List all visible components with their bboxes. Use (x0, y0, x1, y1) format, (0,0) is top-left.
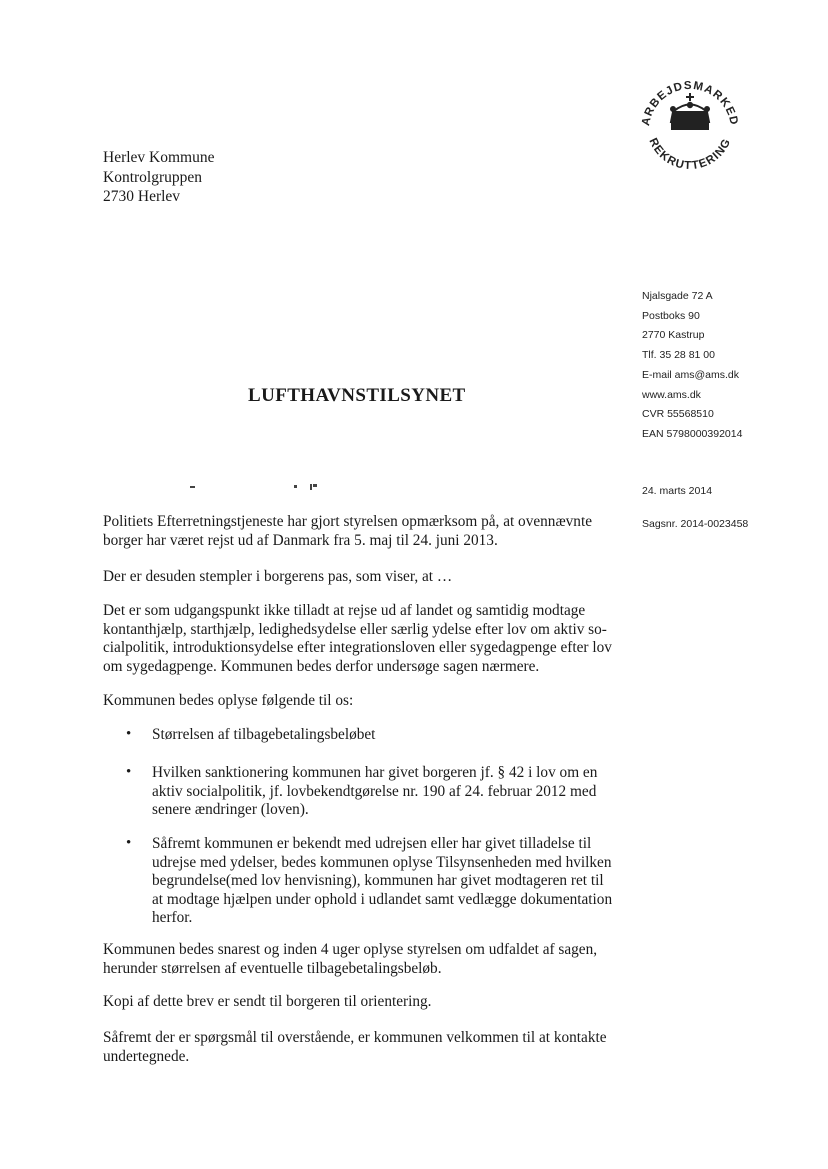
text-line: senere ændringer (loven). (152, 801, 309, 819)
recipient-line: Herlev Kommune (103, 149, 215, 166)
text-line: at modtage hjælpen under ophold i udlandet samt vedlægge dokumentation (152, 890, 613, 908)
redacted-line (140, 478, 400, 492)
arbejdsmarked-rekruttering-logo (635, 68, 745, 178)
sender-cvr: CVR 55568510 (642, 408, 714, 421)
text-line: begrundelse(med lov henvisning), kommunen har givet modtageren ret til (152, 872, 604, 890)
sender-contact-block (642, 287, 742, 445)
recipient-line: Kontrolgruppen (103, 168, 203, 186)
paragraph-pet-notice (103, 513, 623, 550)
text-line: Politiets Efterretningstjeneste har gjort styrelsen opmærksom på, at ovennævnte (103, 513, 592, 530)
bullet-icon: • (126, 764, 132, 780)
sender-website: www.ams.dk (642, 388, 701, 401)
letter-date: 24. marts 2014 (642, 485, 713, 497)
bullet-item-repayment: Størrelsen af tilbagebetalingsbeløbet (152, 726, 376, 743)
crown-icon (671, 93, 709, 129)
paragraph-copy-note: Kopi af dette brev er sendt til borgeren til orientering. (103, 993, 432, 1010)
letter-heading: LUFTHAVNSTILSYNET (248, 385, 466, 406)
text-line: herunder størrelsen af eventuelle tilbagebetalingsbeløb. (103, 959, 442, 977)
sender-phone: Tlf. 35 28 81 00 (642, 349, 715, 362)
bullet-icon: • (126, 835, 132, 851)
text-line: Såfremt der er spørgsmål til overstående, er kommunen velkommen til at kontakte (103, 1029, 607, 1046)
bullet-item-sanction (152, 764, 622, 820)
paragraph-request-intro: Kommunen bedes oplyse følgende til os: (103, 692, 354, 709)
paragraph-deadline (103, 941, 623, 978)
sender-pobox: Postboks 90 (642, 309, 700, 322)
text-line: Kommunen bedes snarest og inden 4 uger oplyse styrelsen om udfaldet af sagen, (103, 941, 598, 958)
text-line: undertegnede. (103, 1047, 190, 1065)
logo-seal (635, 68, 745, 178)
sender-city: 2770 Kastrup (642, 329, 705, 342)
logo-arc-top-text: ARBEJDSMARKED (640, 79, 740, 127)
paragraph-contact (103, 1029, 623, 1066)
sender-ean: EAN 5798000392014 (642, 427, 743, 440)
text-line: kontanthjælp, starthjælp, ledighedsydelse eller særlig ydelse efter lov om aktiv so- (103, 620, 607, 638)
text-line: cialpolitik, introduktionsydelse efter integrationsloven eller sygedagpenge efter lov (103, 639, 612, 657)
bullet-item-permission (152, 835, 622, 928)
text-line: borger har været rejst ud af Danmark fra 5. maj til 24. juni 2013. (103, 531, 498, 549)
text-line: aktiv socialpolitik, jf. lovbekendtgørelse nr. 190 af 24. februar 2012 med (152, 782, 597, 800)
recipient-address (103, 148, 214, 207)
text-line: om sygedagpenge. Kommunen bedes derfor undersøge sagen nærmere. (103, 657, 540, 675)
logo-arc-bottom-text: REKRUTTERING (646, 136, 734, 173)
bullet-icon: • (126, 726, 132, 742)
recipient-line: 2730 Herlev (103, 188, 181, 205)
text-line: udrejse med ydelser, bedes kommunen oplyse Tilsynsenheden med hvilken (152, 853, 612, 871)
paragraph-rules (103, 602, 623, 676)
text-line: Såfremt kommunen er bekendt med udrejsen eller har givet tilladelse til (152, 835, 592, 852)
paragraph-passport-stamps: Der er desuden stempler i borgerens pas, som viser, at … (103, 568, 453, 585)
sender-address: Njalsgade 72 A (642, 290, 713, 302)
case-number: Sagsnr. 2014-0023458 (642, 518, 749, 530)
text-line: Hvilken sanktionering kommunen har givet borgeren jf. § 42 i lov om en (152, 764, 598, 781)
text-line: Det er som udgangspunkt ikke tilladt at rejse ud af landet og samtidig modtage (103, 602, 586, 619)
text-line: herfor. (152, 909, 193, 927)
sender-email: E-mail ams@ams.dk (642, 368, 740, 381)
